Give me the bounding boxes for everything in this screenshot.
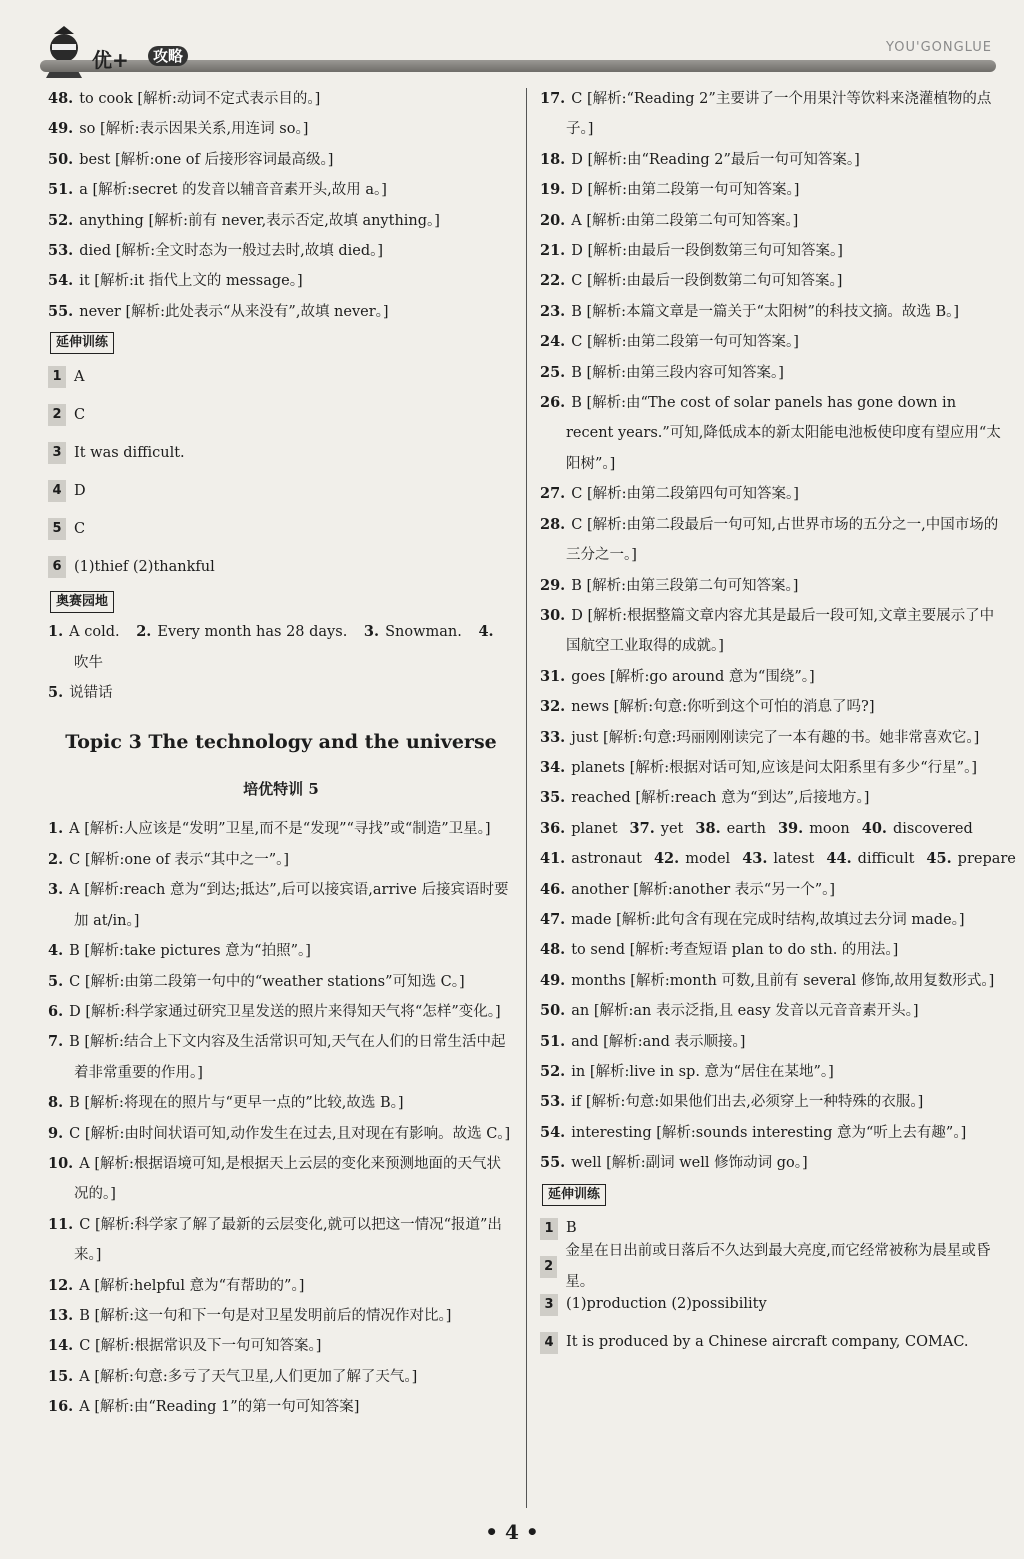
answer-item [48,936,514,966]
answer-item: 39. moon [777,819,850,837]
answer-item [540,783,1002,813]
answer-item [540,1027,1002,1057]
extension-item [540,1324,1002,1362]
answer-text: C [解析:“Reading 2”主要讲了一个用果汁等饮料来浇灌植物的点子。] [566,91,992,138]
answer-text: C [解析:由时间状语可知,动作发生在过去,且对现在有影响。故选 C。] [69,1125,511,1142]
extension-text: C [74,521,86,538]
olympiad-item: 3. Snowman. [363,623,462,641]
answer-text: if [解析:句意:如果他们出去,必须穿上一种特殊的衣服。] [571,1094,924,1111]
answer-text: C [解析:根据常识及下一句可知答案。] [79,1338,322,1355]
extension-text: It was difficult. [74,445,185,462]
answer-item [540,1118,1002,1148]
section-label-extension: 延伸训练 [542,1184,606,1206]
answer-text: B [解析:由“The cost of solar panels has gone down in recent years.”可知,降低成本的新太阳能电池板使印度有望应用“太阳树”。] [566,395,1001,472]
answer-number: 51. [540,1032,566,1050]
answer-number: 26. [540,394,566,412]
answer-text: a [解析:secret 的发音以辅音音素开头,故用 a。] [79,182,387,199]
answer-item [540,723,1002,753]
answer-text: interesting [解析:sounds interesting 意为“听上去有趣”。] [571,1124,967,1141]
page-number: • 4 • [485,1520,539,1544]
answer-item [540,1087,1002,1117]
answer-item: 42. model [653,850,731,868]
extension-list [48,358,514,586]
answer-item: 43. latest [742,850,815,868]
extension-number-badge: 2 [48,404,66,426]
answer-text: planets [解析:根据对话可知,应该是问太阳系里有多少“行星”。] [571,759,977,776]
column-divider [526,88,527,1508]
answer-number: 28. [540,515,566,533]
answer-number: 6. [48,1002,64,1020]
answer-number: 7. [48,1033,64,1051]
answer-text: B [解析:本篇文章是一篇关于“太阳树”的科技文摘。故选 B。] [571,303,960,320]
answer-number: 11. [48,1215,74,1233]
answer-item [48,814,514,844]
answer-number: 8. [48,1094,64,1112]
extension-item [48,434,514,472]
extension-item [48,472,514,510]
answer-item [48,297,514,327]
answer-item [48,1301,514,1331]
answer-item [48,845,514,875]
answer-text: B [解析:由第三段第二句可知答案。] [571,577,799,594]
answer-item [48,1210,514,1271]
extension-item [48,548,514,586]
answer-number: 15. [48,1367,74,1385]
extension-text: It is produced by a Chinese aircraft company, COMAC. [566,1334,969,1351]
olympiad-item: 1. A cold. [48,623,120,641]
answer-number: 17. [540,90,566,107]
answer-text: C [解析:由第二段第一句可知答案。] [571,334,799,351]
answer-item [48,145,514,175]
answer-number: 52. [540,1063,566,1080]
extension-item [48,396,514,434]
answer-number: 16. [48,1398,74,1416]
extension-text: D [74,483,86,500]
answer-text: D [解析:由第二段第一句可知答案。] [571,182,800,199]
answer-text: well [解析:副词 well 修饰动词 go。] [571,1155,808,1172]
answer-item [48,266,514,296]
extension-number-badge: 3 [48,442,66,464]
answer-number: 2. [48,850,64,868]
answer-item [540,662,1002,692]
answer-text: anything [解析:前有 never,表示否定,故填 anything。] [79,212,440,229]
answer-item [540,753,1002,783]
answer-item [48,1392,514,1422]
answer-text: D [解析:科学家通过研究卫星发送的照片来得知天气将“怎样”变化。] [69,1003,501,1020]
answer-item: 40. discovered [861,819,973,837]
answer-item [540,510,1002,571]
answer-text: reached [解析:reach 意为“到达”,后接地方。] [571,790,870,807]
answer-text: B [解析:这一句和下一句是对卫星发明前后的情况作对比。] [79,1307,452,1324]
olympiad-row [48,617,514,678]
answer-item: 36. planet [540,819,618,837]
answer-item [48,236,514,266]
logo-text: 优+ [92,48,129,72]
answer-item: 38. earth [695,819,766,837]
extension-text: 金星在日出前或日落后不久达到最大亮度,而它经常被称为晨星或昏星。 [565,1243,991,1290]
answer-text: an [解析:an 表示泛指,且 easy 发音以元音音素开头。] [571,1003,919,1020]
answer-number: 27. [540,485,566,503]
answer-number: 48. [48,90,74,107]
answer-text: A [解析:reach 意为“到达;抵达”,后可以接宾语,arrive 后接宾语时要加 at/in。] [69,882,509,929]
answer-number: 34. [540,758,566,776]
answer-row-inline [540,844,1016,874]
answer-number: 1. [48,820,64,838]
answer-text: A [解析:人应该是“发明”卫星,而不是“发现”“寻找”或“制造”卫星。] [69,821,491,838]
answer-number: 55. [48,302,74,320]
answer-text: so [解析:表示因果关系,用连词 so。] [79,121,309,138]
answer-text: never [解析:此处表示“从来没有”,故填 never。] [79,303,389,320]
answer-number: 29. [540,576,566,594]
answer-item: 45. prepare [926,850,1016,868]
answer-item [48,1149,514,1210]
extension-number-badge: 2 [540,1256,557,1278]
answer-number: 21. [540,242,566,260]
topic-title: Topic 3 The technology and the universe [65,731,497,754]
answer-text: months [解析:month 可数,且前有 several 修饰,故用复数形式。] [571,972,995,989]
answer-number: 50. [540,1002,566,1020]
olympiad-item: 2. Every month has 28 days. [136,623,348,641]
extension-item [48,358,514,396]
right-column [540,84,1016,1362]
answer-number: 55. [540,1154,566,1172]
answer-text: C [解析:科学家了解了最新的云层变化,就可以把这一情况“报道”出来。] [74,1216,502,1264]
answer-item [48,206,514,236]
answer-item [540,875,1002,905]
answer-text: B [解析:将现在的照片与“更早一点的”比较,故选 B。] [69,1095,404,1112]
answer-item [540,145,1002,175]
answer-text: C [解析:由第二段第四句可知答案。] [571,486,799,503]
answer-item [540,996,1002,1026]
extension-number-badge: 5 [48,518,66,540]
logo-badge: 攻略 [148,46,188,66]
answer-item [540,1057,1002,1087]
section-label-olympiad: 奥赛园地 [50,591,114,613]
answer-text: C [解析:由最后一段倒数第二句可知答案。] [571,273,843,290]
answer-item [540,935,1002,965]
answer-number: 32. [540,698,566,716]
section-label-extension: 延伸训练 [50,332,114,354]
answer-number: 53. [540,1093,566,1111]
extension-item [48,510,514,548]
answer-item [540,692,1002,722]
answer-number: 12. [48,1276,74,1294]
answer-text: A [解析:由“Reading 1”的第一句可知答案] [79,1399,360,1416]
answer-number: 48. [540,941,566,959]
answer-text: D [解析:由“Reading 2”最后一句可知答案。] [571,151,860,168]
extension-text: (1)production (2)possibility [566,1296,767,1313]
answer-item [540,327,1002,357]
extension-number-badge: 1 [48,366,66,388]
answer-list [48,814,514,1422]
answer-text: just [解析:句意:玛丽刚刚读完了一本有趣的书。她非常喜欢它。] [571,729,980,746]
answer-item [48,997,514,1027]
answer-number: 31. [540,667,566,685]
answer-item [540,297,1002,327]
answer-item [48,1271,514,1301]
answer-text: A [解析:句意:多亏了天气卫星,人们更加了解了天气。] [79,1368,418,1385]
answer-number: 24. [540,333,566,351]
answer-list [540,875,1002,1179]
section-title: 培优特训 5 [243,780,319,799]
answer-item [540,905,1002,935]
answer-text: A [解析:根据语境可知,是根据天上云层的变化来预测地面的天气状况的。] [74,1155,501,1203]
answer-text: B [解析:由第三段内容可知答案。] [571,364,784,381]
answer-text: C [解析:由第二段第一句中的“weather stations”可知选 C。] [69,973,465,990]
answer-item [48,1088,514,1118]
answer-list [48,84,514,327]
answer-text: C [解析:one of 表示“其中之一”。] [69,851,290,868]
answer-number: 52. [48,211,74,229]
answer-row-inline [540,814,1002,844]
extension-number-badge: 3 [540,1294,558,1316]
answer-text: D [解析:由最后一段倒数第三句可知答案。] [571,243,843,260]
answer-item [48,1331,514,1361]
answer-text: died [解析:全文时态为一般过去时,故填 died。] [79,243,384,260]
extension-number-badge: 6 [48,556,66,578]
extension-number-badge: 1 [540,1218,558,1240]
answer-item [540,266,1002,296]
answer-text: to cook [解析:动词不定式表示目的。] [79,91,321,107]
extension-list [540,1210,1002,1362]
answer-number: 22. [540,272,566,290]
answer-text: and [解析:and 表示顺接。] [571,1033,746,1050]
answer-item [48,875,514,936]
answer-item [48,175,514,205]
answer-text: made [解析:此句含有现在完成时结构,故填过去分词 made。] [571,911,965,928]
extension-text: A [74,369,85,386]
answer-item [48,84,514,114]
answer-text: to send [解析:考查短语 plan to do sth. 的用法。] [571,942,899,959]
answer-item: 37. yet [629,819,684,837]
answer-number: 54. [540,1123,566,1141]
answer-number: 46. [540,880,566,898]
answer-item [48,1119,514,1149]
answer-text: B [解析:take pictures 意为“拍照”。] [69,943,311,960]
answer-text: it [解析:it 指代上文的 message。] [79,273,303,290]
answer-item: 41. astronaut [540,850,642,868]
olympiad-item: 4.吹牛 [74,623,494,671]
answer-number: 9. [48,1124,64,1142]
answer-item [48,1027,514,1088]
answer-number: 30. [540,606,566,624]
answer-number: 5. [48,972,64,990]
extension-item [540,1243,1002,1290]
answer-item [48,1362,514,1392]
answer-item [540,358,1002,388]
page-header [0,0,1024,86]
answer-item [540,1148,1002,1178]
left-column [48,84,514,1423]
extension-text: B [566,1220,577,1237]
answer-text: another [解析:another 表示“另一个”。] [571,881,836,898]
extension-number-badge: 4 [48,480,66,502]
answer-item [540,966,1002,996]
answer-text: D [解析:根据整篇文章内容尤其是最后一段可知,文章主要展示了中国航空工业取得的成就。] [566,607,995,655]
answer-text: in [解析:live in sp. 意为“居住在某地”。] [571,1064,834,1080]
extension-text: C [74,407,86,424]
answer-item: 44. difficult [826,850,915,868]
answer-item [540,601,1002,662]
answer-text: A [解析:由第二段第二句可知答案。] [571,212,799,229]
answer-text: best [解析:one of 后接形容词最高级。] [79,151,334,168]
answer-item [48,114,514,144]
answer-number: 10. [48,1154,74,1172]
answer-item [540,206,1002,236]
answer-number: 49. [48,120,74,138]
answer-number: 50. [48,150,74,168]
answer-item [540,236,1002,266]
answer-item [540,479,1002,509]
answer-text: goes [解析:go around 意为“围绕”。] [571,668,815,685]
answer-text: A [解析:helpful 意为“有帮助的”。] [79,1277,305,1294]
brand-text: YOU'GONGLUE [886,40,992,55]
answer-number: 35. [540,789,566,807]
answer-number: 20. [540,211,566,229]
answer-number: 23. [540,302,566,320]
answer-number: 4. [48,942,64,960]
extension-number-badge: 4 [540,1332,558,1354]
answer-number: 53. [48,242,74,260]
answer-text: C [解析:由第二段最后一句可知,占世界市场的五分之一,中国市场的三分之一。] [566,516,999,564]
answer-item [540,84,1002,145]
answer-number: 25. [540,363,566,381]
answer-number: 3. [48,881,64,899]
answer-item [540,571,1002,601]
answer-number: 51. [48,181,74,199]
answer-text: news [解析:句意:你听到这个可怕的消息了吗?] [571,699,875,716]
answer-list [540,84,1002,814]
olympiad-item: 5. 说错话 [48,684,113,702]
answer-text: B [解析:结合上下文内容及生活常识可知,天气在人们的日常生活中起着非常重要的作用。] [69,1034,506,1081]
extension-text: (1)thief (2)thankful [74,559,215,576]
answer-item [540,388,1002,479]
answer-number: 33. [540,728,566,746]
answer-item [540,175,1002,205]
answer-number: 54. [48,272,74,290]
answer-number: 14. [48,1337,74,1355]
answer-number: 49. [540,971,566,989]
answer-number: 18. [540,150,566,168]
answer-number: 13. [48,1306,74,1324]
answer-item [48,967,514,997]
answer-number: 47. [540,910,566,928]
answer-number: 19. [540,181,566,199]
